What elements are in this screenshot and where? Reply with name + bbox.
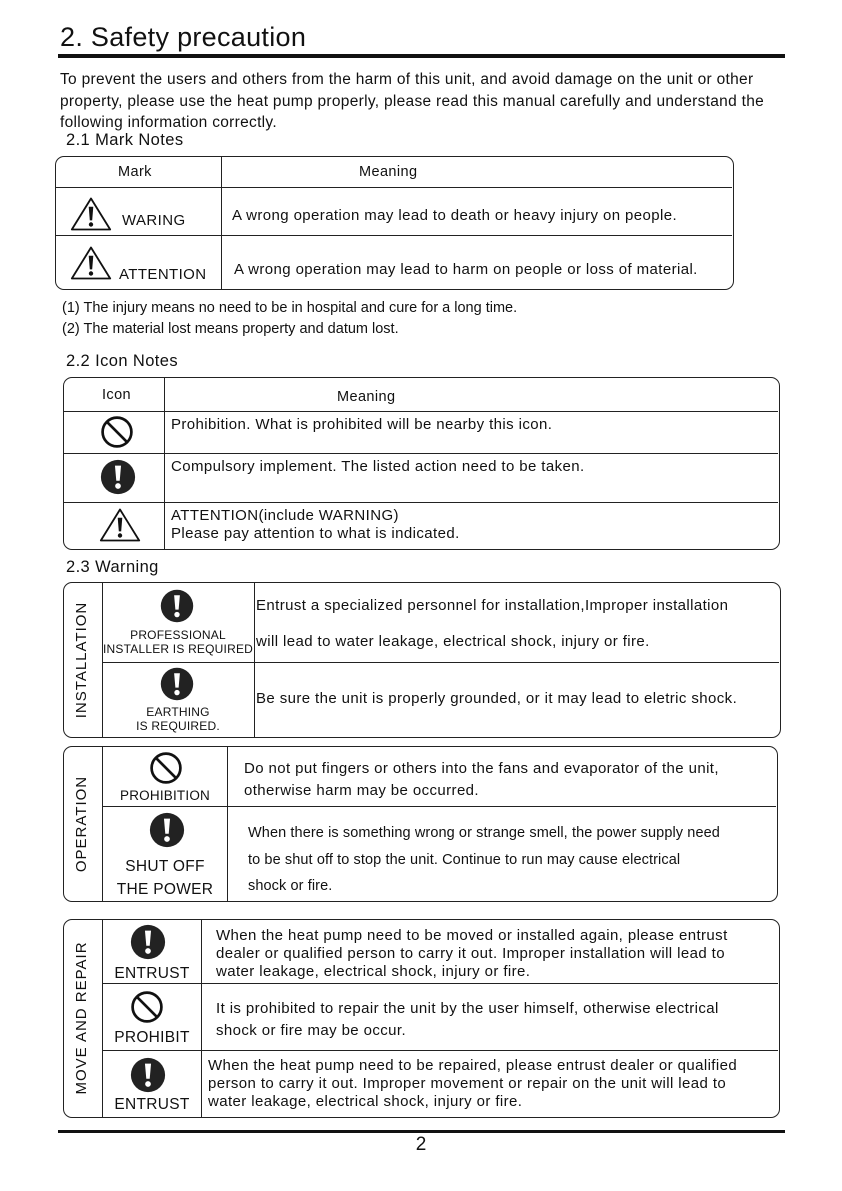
- earthing-label-1: EARTHING: [146, 705, 210, 719]
- professional-installer-label: PROFESSIONAL INSTALLER IS REQUIRED: [103, 628, 254, 656]
- compulsory-icon: [159, 666, 195, 702]
- mark-attention-label: ATTENTION: [119, 266, 207, 283]
- move-text-1a: When the heat pump need to be moved or installed again, please entrust: [216, 927, 728, 944]
- compulsory-icon: [99, 458, 137, 496]
- mark-notes-heading: 2.1 Mark Notes: [66, 131, 184, 149]
- repair-text-3c: water leakage, electrical shock, injury or fire.: [208, 1093, 523, 1110]
- icon-prohibition-meaning: Prohibition. What is prohibited will be nearby this icon.: [171, 416, 553, 433]
- col-meaning-header: Meaning: [359, 164, 418, 180]
- repair-text-3a: When the heat pump need to be repaired, please entrust dealer or qualified: [208, 1057, 738, 1074]
- warning-heading: 2.3 Warning: [66, 558, 159, 576]
- compulsory-icon: [129, 923, 167, 961]
- mark-notes-table: [55, 156, 734, 290]
- earthing-label-2: IS REQUIRED.: [136, 719, 220, 733]
- intro-paragraph: To prevent the users and others from the harm of this unit, and avoid damage on the unit or other property, please use the heat pump properly, please read this manual carefully and understand the following information correctly.: [60, 71, 765, 131]
- icon-compulsory-meaning: Compulsory implement. The listed action need to be taken.: [171, 458, 585, 475]
- move-text-1c: water leakage, electrical shock, injury or fire.: [216, 963, 531, 980]
- repair-text-2b: shock or fire may be occur.: [216, 1022, 407, 1039]
- icon-notes-heading: 2.2 Icon Notes: [66, 352, 178, 370]
- mark-warning-meaning: A wrong operation may lead to death or heavy injury on people.: [232, 207, 678, 224]
- operation-text-2b: to be shut off to stop the unit. Continue to run may cause electrical: [248, 852, 681, 868]
- mark-note-2: (2) The material lost means property and datum lost.: [62, 321, 399, 337]
- page-title: 2. Safety precaution: [60, 22, 307, 52]
- page-number: 2: [415, 1134, 427, 1155]
- warning-triangle-icon: [70, 195, 112, 233]
- attention-triangle-icon: [70, 244, 112, 282]
- operation-text-1b: otherwise harm may be occurred.: [244, 782, 479, 799]
- mark-attention-meaning: A wrong operation may lead to harm on people or loss of material.: [234, 261, 698, 278]
- move-repair-table: [63, 919, 780, 1118]
- operation-text-1a: Do not put fingers or others into the fans and evaporator of the unit,: [244, 760, 719, 777]
- compulsory-icon: [159, 588, 195, 624]
- entrust-label-2: ENTRUST: [114, 1096, 190, 1113]
- prohibition-icon: [129, 989, 165, 1025]
- installation-table: [63, 582, 781, 738]
- operation-side-label: OPERATION: [73, 775, 90, 873]
- icon-attention-meaning-1: ATTENTION(include WARNING): [171, 507, 399, 524]
- installation-side-label: INSTALLATION: [73, 601, 90, 719]
- move-repair-side-label: MOVE AND REPAIR: [73, 941, 90, 1095]
- title-rule: [58, 54, 785, 58]
- compulsory-icon: [148, 811, 186, 849]
- shut-off-label-1: SHUT OFF: [125, 858, 205, 875]
- repair-text-2a: It is prohibited to repair the unit by the user himself, otherwise electrical: [216, 1000, 719, 1017]
- installation-text-1b: will lead to water leakage, electrical shock, injury or fire.: [256, 633, 650, 650]
- repair-text-3b: person to carry it out. Improper movement or repair on the unit will lead to: [208, 1075, 727, 1092]
- prohibit-label: PROHIBIT: [114, 1029, 190, 1046]
- icon-attention-meaning-2: Please pay attention to what is indicated.: [171, 525, 460, 542]
- operation-text-2c: shock or fire.: [248, 878, 333, 894]
- prohibition-icon: [148, 750, 184, 786]
- prohibition-icon: [99, 414, 135, 450]
- icon-notes-table: [63, 377, 780, 550]
- mark-warning-label: WARING: [122, 212, 186, 229]
- footer-rule: [58, 1130, 785, 1133]
- col-icon-header: Icon: [102, 387, 132, 403]
- operation-text-2a: When there is something wrong or strange smell, the power supply need: [248, 825, 720, 841]
- col-meaning-header-2: Meaning: [337, 389, 396, 405]
- prohibition-label: PROHIBITION: [120, 788, 210, 803]
- installation-text-1a: Entrust a specialized personnel for installation,Improper installation: [256, 597, 729, 614]
- move-text-1b: dealer or qualified person to carry it out. Improper installation will lead to: [216, 945, 725, 962]
- installation-text-2: Be sure the unit is properly grounded, or it may lead to eletric shock.: [256, 690, 738, 707]
- compulsory-icon: [129, 1056, 167, 1094]
- operation-table: [63, 746, 778, 902]
- entrust-label-1: ENTRUST: [114, 965, 190, 982]
- shut-off-label-2: THE POWER: [116, 881, 214, 898]
- col-mark-header: Mark: [118, 164, 152, 180]
- attention-icon: [99, 506, 141, 544]
- mark-note-1: (1) The injury means no need to be in hospital and cure for a long time.: [62, 300, 518, 316]
